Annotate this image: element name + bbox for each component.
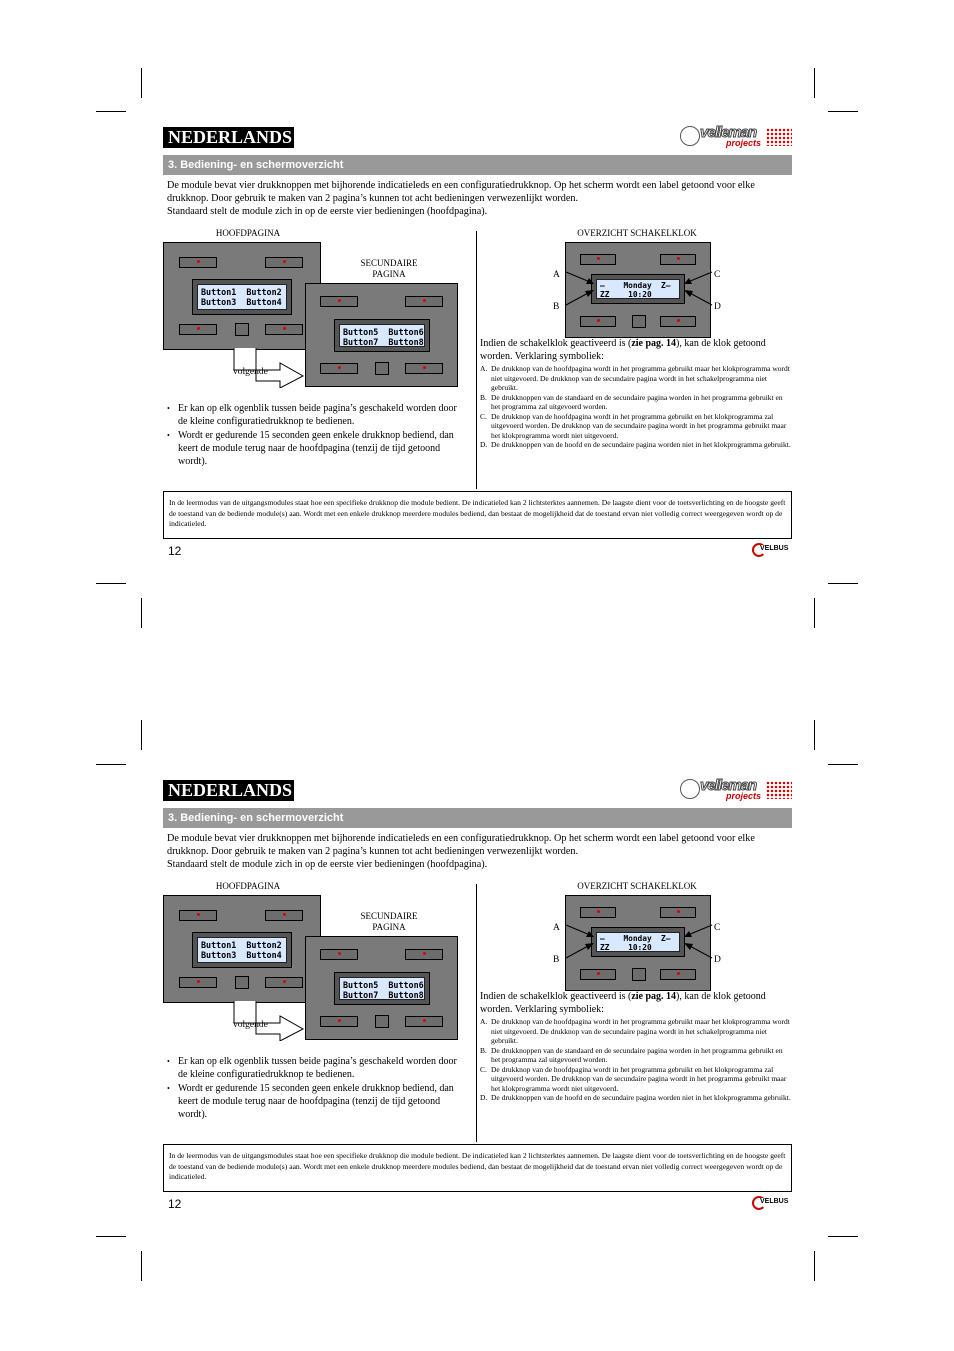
language-title: NEDERLANDS (163, 127, 294, 148)
config-button (235, 976, 249, 989)
panel-button (320, 1016, 358, 1027)
panel-button (265, 977, 303, 988)
arrow-label-c: C (714, 270, 721, 280)
config-button (235, 323, 249, 336)
lcd-display: Button5 Button6 Button7 Button8 (334, 972, 430, 1005)
clock-overview-label: OVERZICHT SCHAKELKLOK (577, 881, 697, 891)
list-item: • Wordt er gedurende 15 seconden geen enkele drukknop bediend, dan keert de module terug naar de hoofdpagina (tenzij de tijd getoond wordt). (167, 1082, 467, 1121)
config-button (375, 1015, 389, 1028)
main-page-panel (163, 895, 321, 1003)
logo-dots-icon (766, 781, 792, 799)
clock-overview-label: OVERZICHT SCHAKELKLOK (577, 228, 697, 238)
clock-arrows-icon (560, 260, 720, 320)
list-item: A. De drukknop van de hoofdpagina wordt in het programma gebruikt maar het klokprogramma wordt niet uitgevoerd. De drukknop van de secundaire pagina wordt in het schakelprogramma niet gebruikt. (480, 1017, 790, 1045)
panel-button (179, 257, 217, 268)
secondary-page-panel (305, 283, 458, 387)
list-item: • Wordt er gedurende 15 seconden geen enkele drukknop bediend, dan keert de module terug naar de hoofdpagina (tenzij de tijd getoond wordt). (167, 429, 467, 468)
list-item: • Er kan op elk ogenblik tussen beide pagina’s geschakeld worden door de kleine configuratiedrukknop te bedienen. (167, 1055, 467, 1081)
lcd-display: Button1 Button2 Button3 Button4 (192, 279, 292, 315)
velbus-logo: VELBUS (752, 543, 790, 557)
panel-button (405, 296, 443, 307)
panel-button (179, 977, 217, 988)
config-button (375, 362, 389, 375)
logo-emblem-icon (680, 126, 700, 146)
panel-button (179, 910, 217, 921)
list-item: C. De drukknop van de hoofdpagina wordt in het programma gebruikt en het klokprogramma zal uitgevoerd worden. De drukknop van de secundaire pagina wordt in het programma gebruikt maar het klokprogramma wordt niet uitgevoerd. (480, 1064, 787, 1093)
secondary-page-label: SECUNDAIRE PAGINA (360, 258, 418, 279)
velleman-logo: velleman projects (680, 124, 792, 150)
secondary-page-label: SECUNDAIRE PAGINA (360, 911, 418, 932)
secondary-page-panel (305, 936, 458, 1040)
velleman-logo: velleman projects (680, 777, 792, 803)
intro-text: De module bevat vier drukknoppen met bijhorende indicatieleds en een configuratiedrukknop. Op het scherm wordt een label getoond voor elke drukknop. Door gebruik te maken van 2 pagina’s kunnen tot acht bedieningen verwezenlijkt worden. Standaard stelt de module zich in op de eerste vier bedieningen (hoofdpagina). (167, 833, 755, 870)
arrow-label-a: A (553, 923, 560, 933)
page-number: 12 (168, 544, 182, 558)
list-item: D. De drukknoppen van de hoofd en de secundaire pagina worden niet in het klokprogramma gebruikt. (480, 440, 791, 449)
panel-button (320, 296, 358, 307)
language-title: NEDERLANDS (163, 780, 294, 801)
arrow-label-d: D (714, 302, 721, 312)
column-divider (476, 884, 477, 1142)
main-page-label: HOOFDPAGINA (215, 881, 281, 891)
panel-button (405, 1016, 443, 1027)
panel-button (179, 324, 217, 335)
arrow-label-c: C (714, 923, 721, 933)
clock-arrows-icon (560, 913, 720, 973)
page-number: 12 (168, 1197, 182, 1211)
panel-button (405, 949, 443, 960)
lcd-display: – Monday Z– ZZ 10:20 (591, 927, 685, 957)
next-label: volgende (233, 1020, 268, 1030)
list-item: • Er kan op elk ogenblik tussen beide pagina’s geschakeld worden door de kleine configuratiedrukknop te bedienen. (167, 402, 467, 428)
main-page-panel (163, 242, 321, 350)
bullet-list (167, 1055, 467, 1122)
column-divider (476, 231, 477, 489)
page-copy-bottom (0, 653, 954, 1329)
logo-emblem-icon (680, 779, 700, 799)
panel-button (405, 363, 443, 374)
list-item: D. De drukknoppen van de hoofd en de secundaire pagina worden niet in het klokprogramma gebruikt. (480, 1093, 791, 1102)
arrow-label-d: D (714, 955, 721, 965)
note-box: In de leermodus van de uitgangsmodules staat hoe een specifieke drukknop die module bedient. De indicatieled kan 2 lichtsterktes aannemen. De laagste dient voor de toetsverlichting en de hoogste geeft de toestand van de bediende module(s) aan. Wordt met een enkele drukknop meerdere modules bediend, dan bestaat de mogelijkheid dat de toestand ervan niet volledig correct weergegeven wordt op de indicatieled. (163, 1144, 792, 1192)
note-box: In de leermodus van de uitgangsmodules staat hoe een specifieke drukknop die module bedient. De indicatieled kan 2 lichtsterktes aannemen. De laagste dient voor de toetsverlichting en de hoogste geeft de toestand van de bediende module(s) aan. Wordt met een enkele drukknop meerdere modules bediend, dan bestaat de mogelijkheid dat de toestand ervan niet volledig correct weergegeven wordt op de indicatieled. (163, 491, 792, 539)
panel-button (265, 324, 303, 335)
arrow-label-a: A (553, 270, 560, 280)
clock-explanation: Indien de schakelklok geactiveerd is (zie pag. 14), kan de klok getoond worden. Verklaring symboliek: A. De drukknop van de hoofdpagina wordt in het programma gebruikt maar het klokprogramma wordt niet uitgevoerd. De drukknop van de secundaire pagina wordt in het schakelprogramma niet gebruikt. B. De drukknoppen van de standaard en de secundaire pagina worden in het programma gebruikt en het programma zal uitgevoerd worden. C. De drukknop van de hoofdpagina wordt in het programma gebruikt en het klokprogramma zal uitgevoerd worden. De drukknop van de secundaire pagina wordt in het programma gebruikt maar het klokprogramma wordt niet uitgevoerd. D. De drukknoppen van de hoofd en de secundaire pagina worden niet in het klokprogramma gebruikt. (480, 338, 791, 449)
section-title: 3. Bediening- en schermoverzicht (163, 155, 792, 175)
list-item: C. De drukknop van de hoofdpagina wordt in het programma gebruikt en het klokprogramma zal uitgevoerd worden. De drukknop van de secundaire pagina wordt in het programma gebruikt maar het klokprogramma wordt niet uitgevoerd. (480, 411, 787, 440)
velbus-logo: VELBUS (752, 1196, 790, 1210)
list-item: B. De drukknoppen van de standaard en de secundaire pagina worden in het programma gebruikt en het programma zal uitgevoerd worden. (480, 392, 783, 411)
lcd-display: – Monday Z– ZZ 10:20 (591, 274, 685, 304)
panel-button (265, 910, 303, 921)
bullet-list (167, 402, 467, 469)
next-label: volgende (233, 367, 268, 377)
arrow-label-b: B (553, 302, 560, 312)
clock-explanation: Indien de schakelklok geactiveerd is (zie pag. 14), kan de klok getoond worden. Verklaring symboliek: A. De drukknop van de hoofdpagina wordt in het programma gebruikt maar het klokprogramma wordt niet uitgevoerd. De drukknop van de secundaire pagina wordt in het schakelprogramma niet gebruikt. B. De drukknoppen van de standaard en de secundaire pagina worden in het programma gebruikt en het programma zal uitgevoerd worden. C. De drukknop van de hoofdpagina wordt in het programma gebruikt en het klokprogramma zal uitgevoerd worden. De drukknop van de secundaire pagina wordt in het programma gebruikt maar het klokprogramma wordt niet uitgevoerd. D. De drukknoppen van de hoofd en de secundaire pagina worden niet in het klokprogramma gebruikt. (480, 991, 791, 1102)
lcd-display: Button5 Button6 Button7 Button8 (334, 319, 430, 352)
list-item: A. De drukknop van de hoofdpagina wordt in het programma gebruikt maar het klokprogramma wordt niet uitgevoerd. De drukknop van de secundaire pagina wordt in het schakelprogramma niet gebruikt. (480, 364, 790, 392)
arrow-label-b: B (553, 955, 560, 965)
logo-dots-icon (766, 128, 792, 146)
lcd-display: Button1 Button2 Button3 Button4 (192, 932, 292, 968)
intro-text: De module bevat vier drukknoppen met bijhorende indicatieleds en een configuratiedrukknop. Op het scherm wordt een label getoond voor elke drukknop. Door gebruik te maken van 2 pagina’s kunnen tot acht bedieningen verwezenlijkt worden. Standaard stelt de module zich in op de eerste vier bedieningen (hoofdpagina). (167, 180, 755, 217)
panel-button (265, 257, 303, 268)
main-page-label: HOOFDPAGINA (215, 228, 281, 238)
panel-button (320, 363, 358, 374)
list-item: B. De drukknoppen van de standaard en de secundaire pagina worden in het programma gebruikt en het programma zal uitgevoerd worden. (480, 1045, 783, 1064)
section-title: 3. Bediening- en schermoverzicht (163, 808, 792, 828)
panel-button (320, 949, 358, 960)
